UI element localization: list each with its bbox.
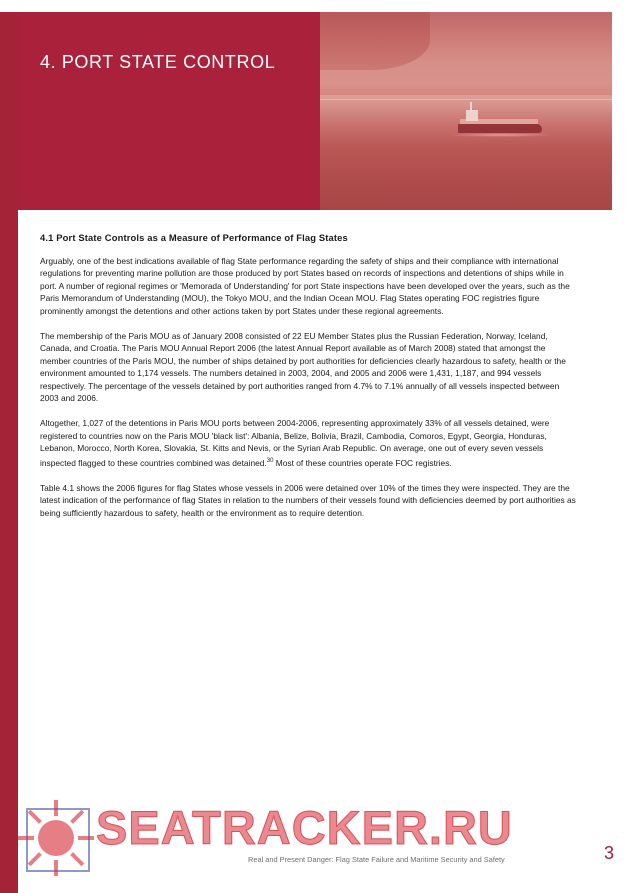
sun-logo-icon [16, 798, 96, 878]
paragraph-1: Arguably, one of the best indications available of flag State performance regarding the safety of ships and their compliance with international regulations for preventing marine pollution are those produced by port States based on records of inspections and detentions of ships while in port. A number of regional regimes or 'Memorada of Understanding' for port State inspections have been developed over the years, such as the Paris Memorandum of Understanding (MOU), the Tokyo MOU, and the Indian Ocean MOU. Flag States operating FOC registries figure prominently amongst the detentions and other actions taken by port States under these regional agreements. [40, 256, 570, 316]
photo-ship-superstructure [466, 110, 478, 121]
paragraph-4: Table 4.1 shows the 2006 figures for flag States whose vessels in 2006 were detained over 10% of the times they were inspected. They are the latest indication of the performance of flag States in relation to the numbers of their vessels found with deficiencies deemed by port authorities as being sufficiently hazardous to safety, health or the environment as to require detention. [40, 482, 576, 518]
watermark [0, 790, 630, 890]
photo-shoreline [320, 12, 430, 70]
left-accent-bar [0, 0, 18, 893]
header-photo-ship-at-sea [320, 12, 612, 210]
chapter-title: 4. PORT STATE CONTROL [40, 52, 276, 72]
body-content [40, 232, 578, 532]
watermark-text: SEATRACKER.RU [96, 801, 513, 854]
paragraph-3-text: Altogether, 1,027 of the detentions in Paris MOU ports between 2004-2006, representing approximately 33% of all vessels detained, were registered to countries now on the Paris MOU 'black list': Albania, Belize, Bolivia, Brazil, Cambodia, Comoros, Egypt, Georgia, Honduras, Lebanon, Morocco, North Korea, Slovakia, St. Kitts and Nevis, or the Syrian Arab Republic. On average, one out of every seven vessels inspected flagged to these countries combined was detained. [40, 418, 550, 468]
sun-ray-icon [54, 860, 58, 876]
sun-ray-icon [78, 836, 94, 840]
sun-ray-icon [28, 810, 42, 824]
photo-ship-mast [470, 102, 472, 111]
sun-ray-icon [70, 852, 84, 866]
sun-ray-icon [28, 852, 42, 866]
paragraph-3: Altogether, 1,027 of the detentions in Paris MOU ports between 2004-2006, representing approximately 33% of all vessels detained, were registered to countries now on the Paris MOU 'black list': Albania, Belize, Bolivia, Brazil, Cambodia, Comoros, Egypt, Georgia, Honduras, Lebanon, Morocco, North Korea, Slovakia, St. Kitts and Nevis, or the Syrian Arab Republic. On average, one out of every seven vessels inspected flagged to these countries combined was detained.$^{30}$ Most of these countries operate FOC registries. [40, 418, 550, 468]
paragraph-2: The membership of the Paris MOU as of January 2008 consisted of 22 EU Member States plus the Russian Federation, Norway, Iceland, Canada, and Croatia. The Paris MOU Annual Report 2006 (the latest Annual Report available as of March 2008) stated that amongst the member countries of the Paris MOU, the number of ships detained by port authorities for deficiencies clearly hazardous to safety, health or the environment amounted to 1,174 vessels. The numbers detained in 2003, 2004, and 2005 and 2006 were 1,431, 1,187, and 994 vessels respectively. The percentage of the vessels detained by port authorities ranged from 4.7% to 7.1% annually of all vessels inspected between 2003 and 2006. [40, 331, 566, 404]
page-number: 3 [603, 843, 614, 863]
footer-running-title: Real and Present Danger: Flag State Failure and Maritime Security and Safety [248, 855, 505, 864]
sun-logo-frame [26, 808, 90, 872]
sun-ray-icon [54, 800, 58, 816]
photo-ship-hull [458, 124, 542, 133]
photo-ship-wake [448, 133, 554, 137]
left-accent-bar-gap [0, 0, 18, 12]
footnote-marker: 30 [266, 457, 274, 464]
chapter-header [18, 12, 612, 210]
chapter-title-block [18, 12, 320, 210]
sun-ray-icon [18, 836, 34, 840]
sun-ray-icon [70, 810, 84, 824]
sun-logo-disc [38, 820, 74, 856]
section-heading: 4.1 Port State Controls as a Measure of Performance of Flag States [40, 232, 348, 243]
